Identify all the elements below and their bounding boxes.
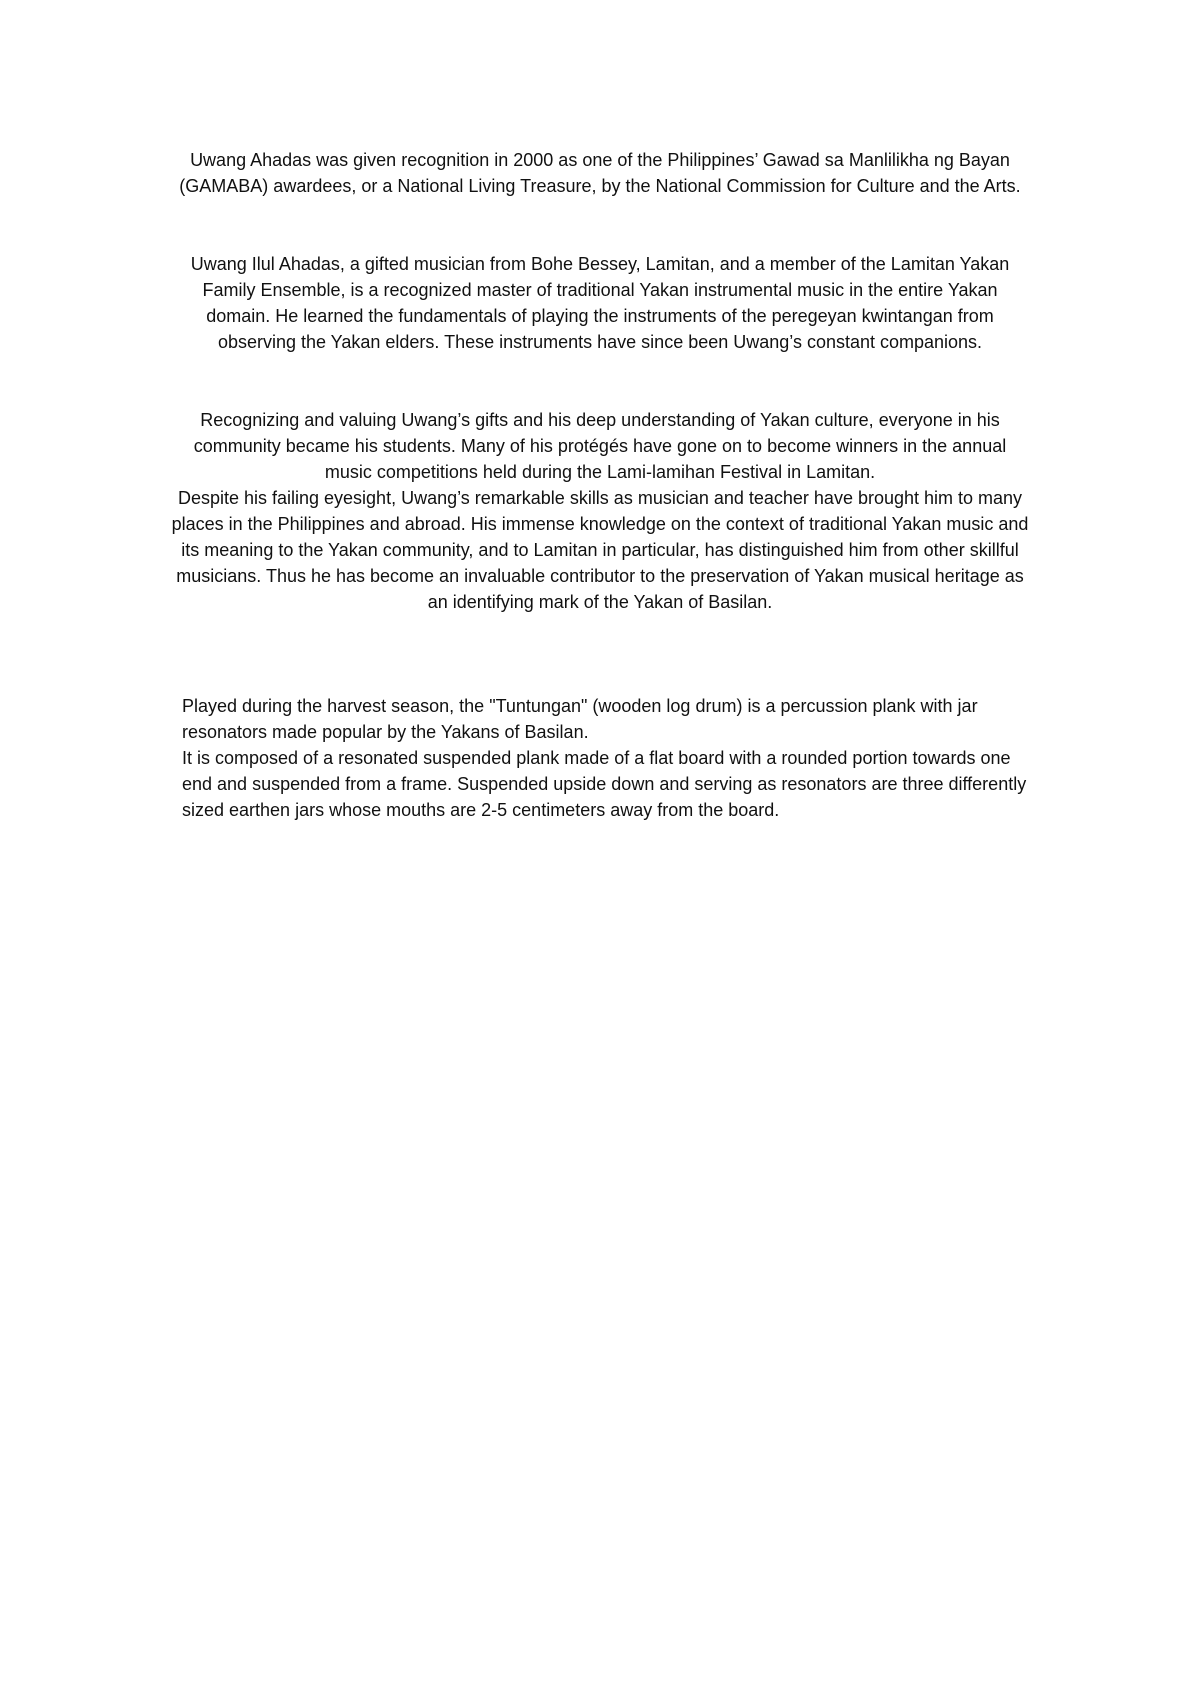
- biography-paragraph-block: [170, 251, 1030, 355]
- tuntungan-paragraph-block: [182, 693, 1032, 823]
- biography-paragraph: Uwang Ilul Ahadas, a gifted musician from Bohe Bessey, Lamitan, and a member of the Lamitan Yakan Family Ensemble, is a recognized master of traditional Yakan instrumental music in the entire Yakan domain. He learned the fundamentals of playing the instruments of the peregeyan kwintangan from observing the Yakan elders. These instruments have since been Uwang’s constant companions.: [190, 254, 1010, 352]
- legacy-paragraph-block: [170, 407, 1030, 615]
- recognition-paragraph: Uwang Ahadas was given recognition in 2000 as one of the Philippines’ Gawad sa Manlilikha ng Bayan (GAMABA) awardees, or a National Living Treasure, by the National Commission for Culture and the Arts.: [179, 150, 1021, 196]
- students-paragraph: Recognizing and valuing Uwang’s gifts and his deep understanding of Yakan culture, everyone in his community became his students. Many of his protégés have gone on to become winners in the annual music competitions held during the Lami-lamihan Festival in Lamitan.: [193, 410, 1007, 482]
- legacy-paragraph: Despite his failing eyesight, Uwang’s remarkable skills as musician and teacher have brought him to many places in the Philippines and abroad. His immense knowledge on the context of traditional Yakan music and its meaning to the Yakan community, and to Lamitan in particular, has distinguished him from other skillful musicians. Thus he has become an invaluable contributor to the preservation of Yakan musical heritage as an identifying mark of the Yakan of Basilan.: [171, 488, 1029, 612]
- tuntungan-intro-paragraph: Played during the harvest season, the "Tuntungan" (wooden log drum) is a percussion plank with jar resonators made popular by the Yakans of Basilan.: [182, 696, 978, 742]
- tuntungan-description-paragraph: It is composed of a resonated suspended plank made of a flat board with a rounded portion towards one end and suspended from a frame. Suspended upside down and serving as resonators are three differently sized earthen jars whose mouths are 2-5 centimeters away from the board.: [182, 748, 1027, 820]
- recognition-paragraph-block: [170, 147, 1030, 199]
